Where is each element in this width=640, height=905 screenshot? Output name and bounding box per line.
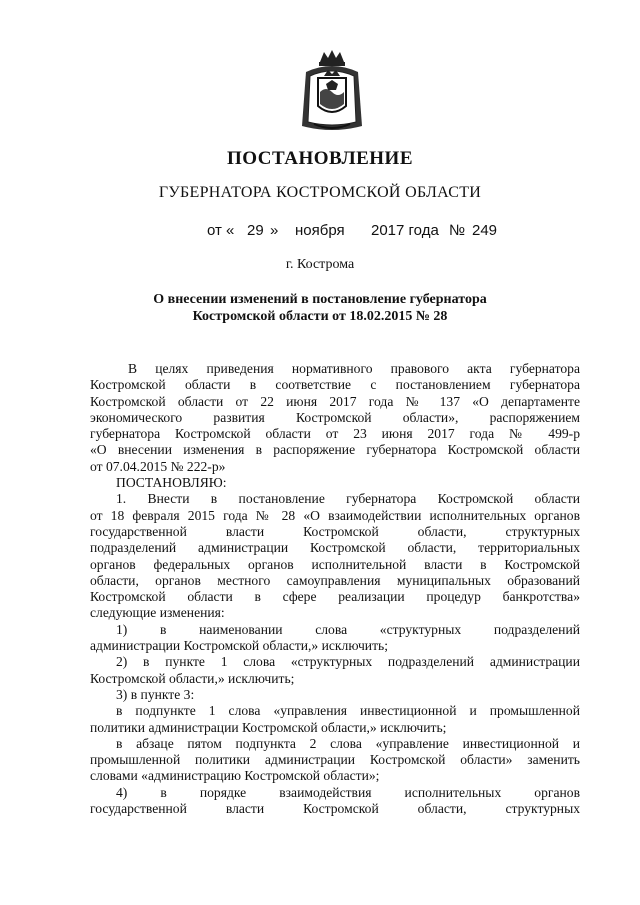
body-line: 1) в наименовании слова «структурных подразделений bbox=[116, 621, 580, 637]
body-line: политики администрации Костромской области,» исключить; bbox=[90, 719, 447, 735]
heading-line: Костромской области от 18.02.2015 № 28 bbox=[192, 309, 448, 324]
city-line: г. Кострома bbox=[285, 257, 355, 272]
coat-of-arms-emblem bbox=[296, 48, 368, 134]
body-line: В целях приведения нормативного правового акта губернатора bbox=[128, 361, 580, 376]
body-line: 1. Внести в постановление губернатора Костромской области bbox=[116, 491, 580, 507]
body-line: ПОСТАНОВЛЯЮ: bbox=[116, 475, 227, 491]
date-close-quote: » bbox=[270, 222, 279, 239]
document-number-sign: № bbox=[449, 222, 466, 239]
body-line: Костромской области в соответствие с постановлением губернатора bbox=[90, 377, 580, 393]
document-body bbox=[90, 361, 580, 817]
body-line: промышленной политики администрации Костромской области» заменить bbox=[90, 752, 580, 768]
document-number: 249 bbox=[472, 222, 498, 239]
body-line: подразделений администрации Костромской области, территориальных bbox=[90, 540, 580, 556]
body-line: 2) в пункте 1 слова «структурных подразделений администрации bbox=[116, 654, 580, 670]
body-line: Костромской области,» исключить; bbox=[90, 670, 295, 686]
issuer-title: ГУБЕРНАТОРА КОСТРОМСКОЙ ОБЛАСТИ bbox=[158, 184, 482, 201]
body-line: от 07.04.2015 № 222-р» bbox=[90, 458, 226, 474]
body-line: органов федеральных органов исполнительной власти в Костромской bbox=[90, 556, 580, 572]
body-line: в абзаце пятом подпункта 2 слова «управление инвестиционной и bbox=[116, 735, 580, 751]
date-prefix: от « bbox=[207, 222, 235, 239]
body-line: Костромской области в сфере реализации процедур банкротства» bbox=[90, 589, 580, 605]
body-line: «О внесении изменения в распоряжение губернатора Костромской области bbox=[90, 442, 580, 458]
body-line: словами «администрацию Костромской области»; bbox=[90, 768, 380, 784]
date-month: ноября bbox=[295, 222, 345, 239]
body-line: Костромской области от 22 июня 2017 года № 137 «О департаменте bbox=[90, 393, 580, 409]
heading-line: О внесении изменений в постановление губернатора bbox=[153, 292, 487, 307]
body-line: губернатора Костромской области от 23 июня 2017 года № 499-р bbox=[90, 426, 580, 442]
body-line: в подпункте 1 слова «управления инвестиционной и промышленной bbox=[116, 703, 580, 719]
body-line: 3) в пункте 3: bbox=[116, 686, 195, 702]
body-line: области, органов местного самоуправления муниципальных образований bbox=[90, 572, 580, 588]
document-title: ПОСТАНОВЛЕНИЕ bbox=[226, 148, 414, 169]
body-line: администрации Костромской области,» исключить; bbox=[90, 638, 388, 654]
date-day: 29 bbox=[247, 222, 264, 239]
body-line: экономического развития Костромской области», распоряжением bbox=[90, 409, 580, 425]
body-line: государственной власти Костромской области, структурных bbox=[90, 801, 580, 817]
body-line: государственной власти Костромской области, структурных bbox=[90, 523, 580, 539]
date-year: 2017 года bbox=[371, 222, 439, 239]
document-heading bbox=[0, 291, 640, 325]
body-line: следующие изменения: bbox=[90, 605, 225, 621]
body-line: 4) в порядке взаимодействия исполнительных органов bbox=[116, 784, 580, 800]
body-line: от 18 февраля 2015 года № 28 «О взаимодействии исполнительных органов bbox=[90, 507, 580, 523]
